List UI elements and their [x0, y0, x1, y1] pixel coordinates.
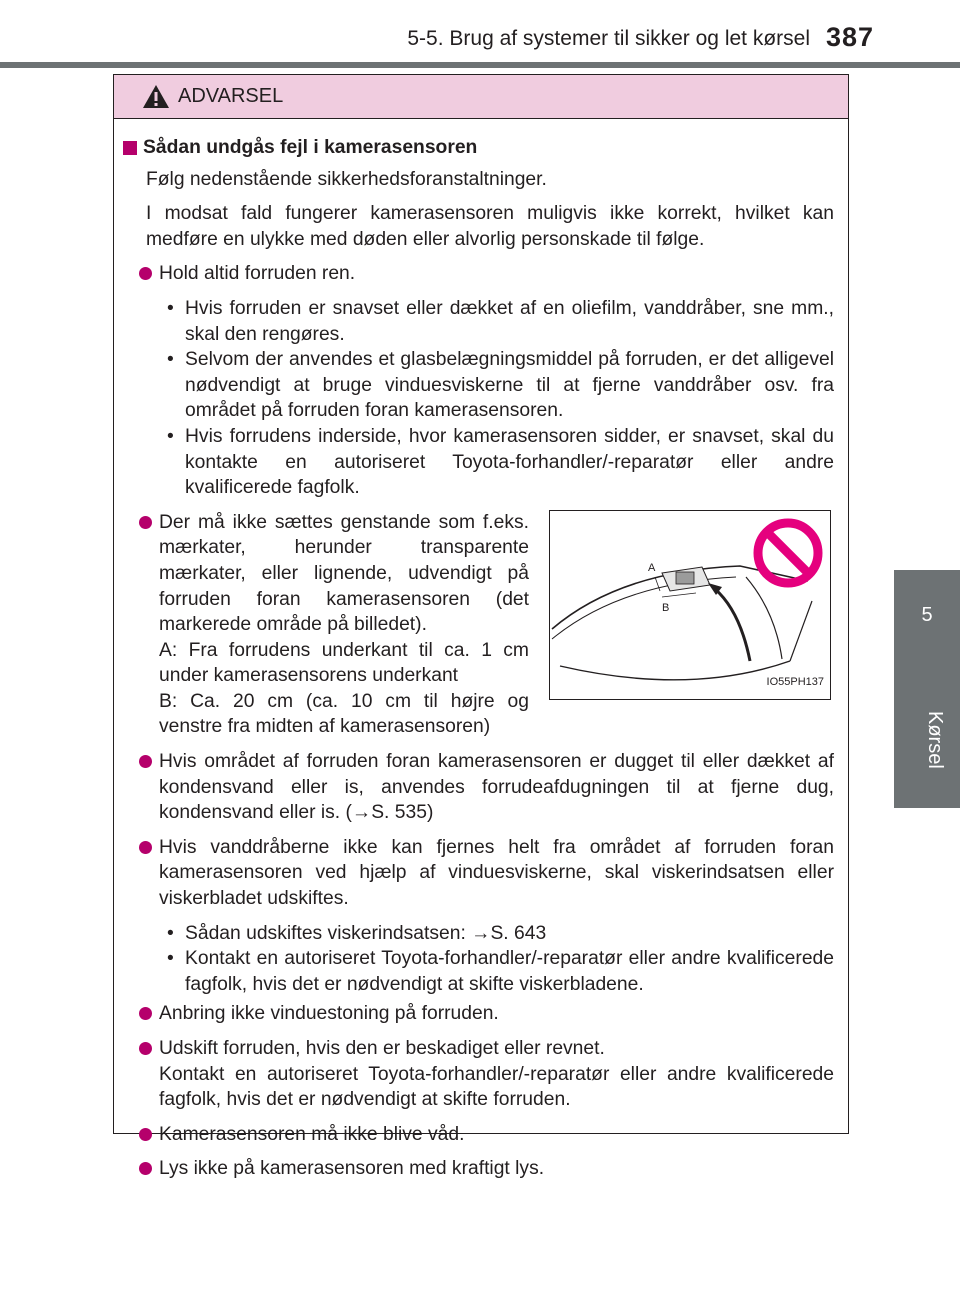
note-a: A: Fra forrudens underkant til ca. 1 cm under kamerasensorens underkant: [159, 639, 529, 687]
bullet-text: Udskift forruden, hvis den er beskadiget eller revnet.: [159, 1038, 605, 1059]
sub-item-text: Hvis forrudens inderside, hvor kamerasensoren sidder, er snavset, skal du kontakte en autoriseret Toyota-forhandler/-reparatør eller andre kvalificerede fagfolk.: [185, 425, 834, 499]
dot-marker: •: [167, 349, 174, 371]
chapter-label: Kørsel: [924, 711, 946, 769]
circle-bullet-icon: [139, 841, 152, 854]
intro-paragraph-1: Følg nedenstående sikkerhedsforanstaltninger.: [146, 168, 547, 190]
circle-bullet-icon: [139, 755, 152, 768]
sub-item: [167, 946, 834, 997]
header-rule: [0, 62, 960, 68]
bullet-item: [137, 1122, 834, 1148]
windshield-illustration: [549, 510, 831, 700]
bullet-item: [137, 1001, 834, 1027]
sub-item-text: Sådan udskiftes viskerindsatsen: →S. 643: [185, 922, 547, 944]
figure-row: [137, 510, 834, 740]
bullet-item: [137, 749, 834, 826]
page-number: 387: [826, 22, 875, 52]
sub-item: [167, 424, 834, 501]
bullet-item: [137, 835, 834, 912]
dot-marker: •: [167, 948, 174, 970]
note-b: B: Ca. 20 cm (ca. 10 cm til højre og venstre fra midten af kamerasensoren): [159, 690, 529, 738]
figure-code: IO55PH137: [766, 676, 824, 689]
section-title: [123, 135, 834, 161]
intro-paragraph-2: I modsat fald fungerer kamerasensoren muligvis ikke korrekt, hvilket kan medføre en ulykke med døden eller alvorlig personskade til følge.: [146, 203, 834, 250]
sub-item-text: Selvom der anvendes et glasbelægningsmiddel på forruden, er det alligevel nødvendigt at bruge vinduesviskerne til at fjerne vanddråber osv. fra området på forruden foran kamerasensoren.: [185, 349, 834, 422]
warning-box: [113, 74, 849, 1180]
circle-bullet-icon: [139, 516, 152, 529]
sub-item: [167, 296, 834, 347]
circle-bullet-icon: [139, 1128, 152, 1141]
sub-item-text: Hvis forruden er snavset eller dækket af en oliefilm, vanddråber, sne mm., skal den rengøres.: [185, 297, 834, 345]
dot-marker: •: [167, 425, 174, 447]
dot-marker: •: [167, 297, 174, 319]
circle-bullet-icon: [139, 1162, 152, 1175]
circle-bullet-icon: [139, 1007, 152, 1020]
sub-item-text: Kontakt en autoriseret Toyota-forhandler/-reparatør eller andre kvalificerede fagfolk, hvis det er nødvendigt at skifte viskerbladene.: [185, 948, 834, 995]
section-title-text: Sådan undgås fejl i kamerasensoren: [143, 137, 478, 158]
circle-bullet-icon: [139, 1042, 152, 1055]
bullet-text: Lys ikke på kamerasensoren med kraftigt lys.: [159, 1158, 545, 1180]
warning-content: [114, 119, 848, 1182]
bullet-text: Hvis vanddråberne ikke kan fjernes helt fra området af forruden foran kamerasensoren ved hjælp af vinduesviskerne, skal viskerindsatsen eller viskerbladet udskiftes.: [159, 836, 834, 910]
section-header-title: 5-5. Brug af systemer til sikker og let kørsel: [407, 27, 810, 50]
sub-item: [167, 347, 834, 424]
bullet-text-continued: Kontakt en autoriseret Toyota-forhandler/-reparatør eller andre kvalificerede fagfolk, hvis det er nødvendigt at skifte forruden.: [159, 1063, 834, 1111]
bullet-item: [137, 261, 834, 287]
bullet-text: Hold altid forruden ren.: [159, 263, 356, 285]
square-bullet-icon: [123, 141, 137, 155]
label-b: B: [662, 601, 670, 614]
warning-header: [114, 75, 848, 119]
sub-item: [167, 921, 834, 947]
chapter-number: 5: [921, 603, 933, 626]
bullet-text: Anbring ikke vinduestoning på forruden.: [159, 1003, 499, 1025]
circle-bullet-icon: [139, 267, 152, 280]
bullet-text: Kamerasensoren må ikke blive våd.: [159, 1123, 465, 1145]
warning-label: ADVARSEL: [178, 85, 284, 107]
bullet-text: Der må ikke sættes genstande som f.eks. mærkater, herunder transparente mærkater, eller lignende, udvendigt på forruden foran kamerasensoren (det markerede område på billedet).: [159, 511, 529, 636]
dot-marker: •: [167, 922, 174, 944]
bullet-item: [137, 1156, 834, 1182]
chapter-number-tab: [894, 570, 960, 660]
label-a: A: [648, 561, 656, 574]
warning-triangle-icon: [142, 84, 170, 109]
bullet-item: [137, 1036, 834, 1113]
bullet-item: [137, 510, 529, 740]
bullet-text: Hvis området af forruden foran kamerasensoren er dugget til eller dækket af kondensvand eller is, anvendes forrudeafdugningen til at fjerne dug, kondensvand eller is. (→S. 535): [159, 751, 834, 824]
